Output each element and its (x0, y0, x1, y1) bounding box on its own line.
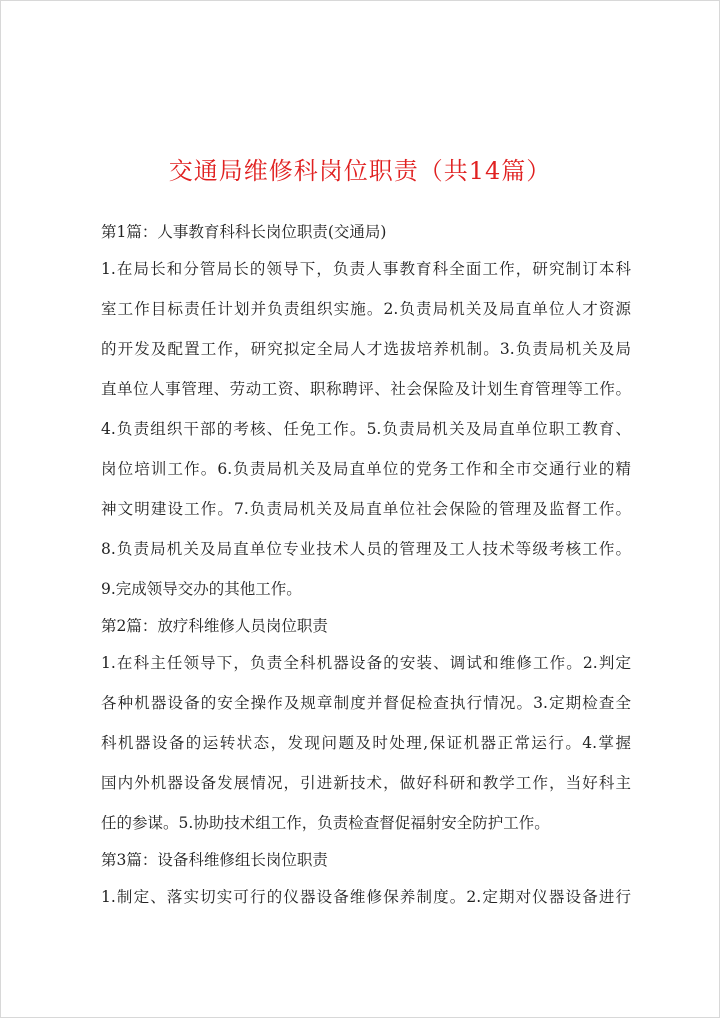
paragraph-line: 直单位人事管理、劳动工资、职称聘评、社会保险及计划生育管理等工作。 (101, 380, 631, 398)
paragraph-line: 1.在局长和分管局长的领导下，负责人事教育科全面工作，研究制订本科 (101, 260, 631, 278)
document-body (101, 215, 631, 917)
paragraph-line: 任的参谋。5.协助技术组工作，负责检查督促福射安全防护工作。 (101, 814, 550, 832)
paragraph-line: 室工作目标责任计划并负责组织实施。2.负责局机关及局直单位人才资源 (101, 300, 631, 318)
section-paragraph (101, 249, 631, 609)
paragraph-line: 国内外机器设备发展情况，引进新技术，做好科研和教学工作，当好科主 (101, 774, 631, 792)
section-paragraph (101, 877, 631, 917)
paragraph-line: 1.制定、落实切实可行的仪器设备维修保养制度。2.定期对仪器设备进行 (101, 888, 631, 906)
paragraph-line: 岗位培训工作。6.负责局机关及局直单位的党务工作和全市交通行业的精 (101, 460, 631, 478)
section-heading: 第1篇：人事教育科科长岗位职责(交通局) (101, 223, 387, 241)
paragraph-line: 9.完成领导交办的其他工作。 (101, 580, 302, 598)
paragraph-line: 的开发及配置工作，研究拟定全局人才选拔培养机制。3.负责局机关及局 (101, 340, 631, 358)
section-heading: 第2篇：放疗科维修人员岗位职责 (101, 617, 328, 635)
paragraph-line: 神文明建设工作。7.负责局机关及局直单位社会保险的管理及监督工作。 (101, 500, 631, 518)
paragraph-line: 科机器设备的运转状态，发现问题及时处理,保证机器正常运行。4.掌握 (101, 734, 631, 752)
section-paragraph (101, 643, 631, 843)
section-heading: 第3篇：设备科维修组长岗位职责 (101, 851, 328, 869)
paragraph-line: 各种机器设备的安全操作及规章制度并督促检查执行情况。3.定期检查全 (101, 694, 631, 712)
paragraph-line: 4.负责组织干部的考核、任免工作。5.负责局机关及局直单位职工教育、 (101, 420, 631, 438)
paragraph-line: 8.负责局机关及局直单位专业技术人员的管理及工人技术等级考核工作。 (101, 540, 631, 558)
paragraph-line: 1.在科主任领导下，负责全科机器设备的安装、调试和维修工作。2.判定 (101, 654, 631, 672)
document-title: 交通局维修科岗位职责（共14篇） (168, 157, 552, 185)
